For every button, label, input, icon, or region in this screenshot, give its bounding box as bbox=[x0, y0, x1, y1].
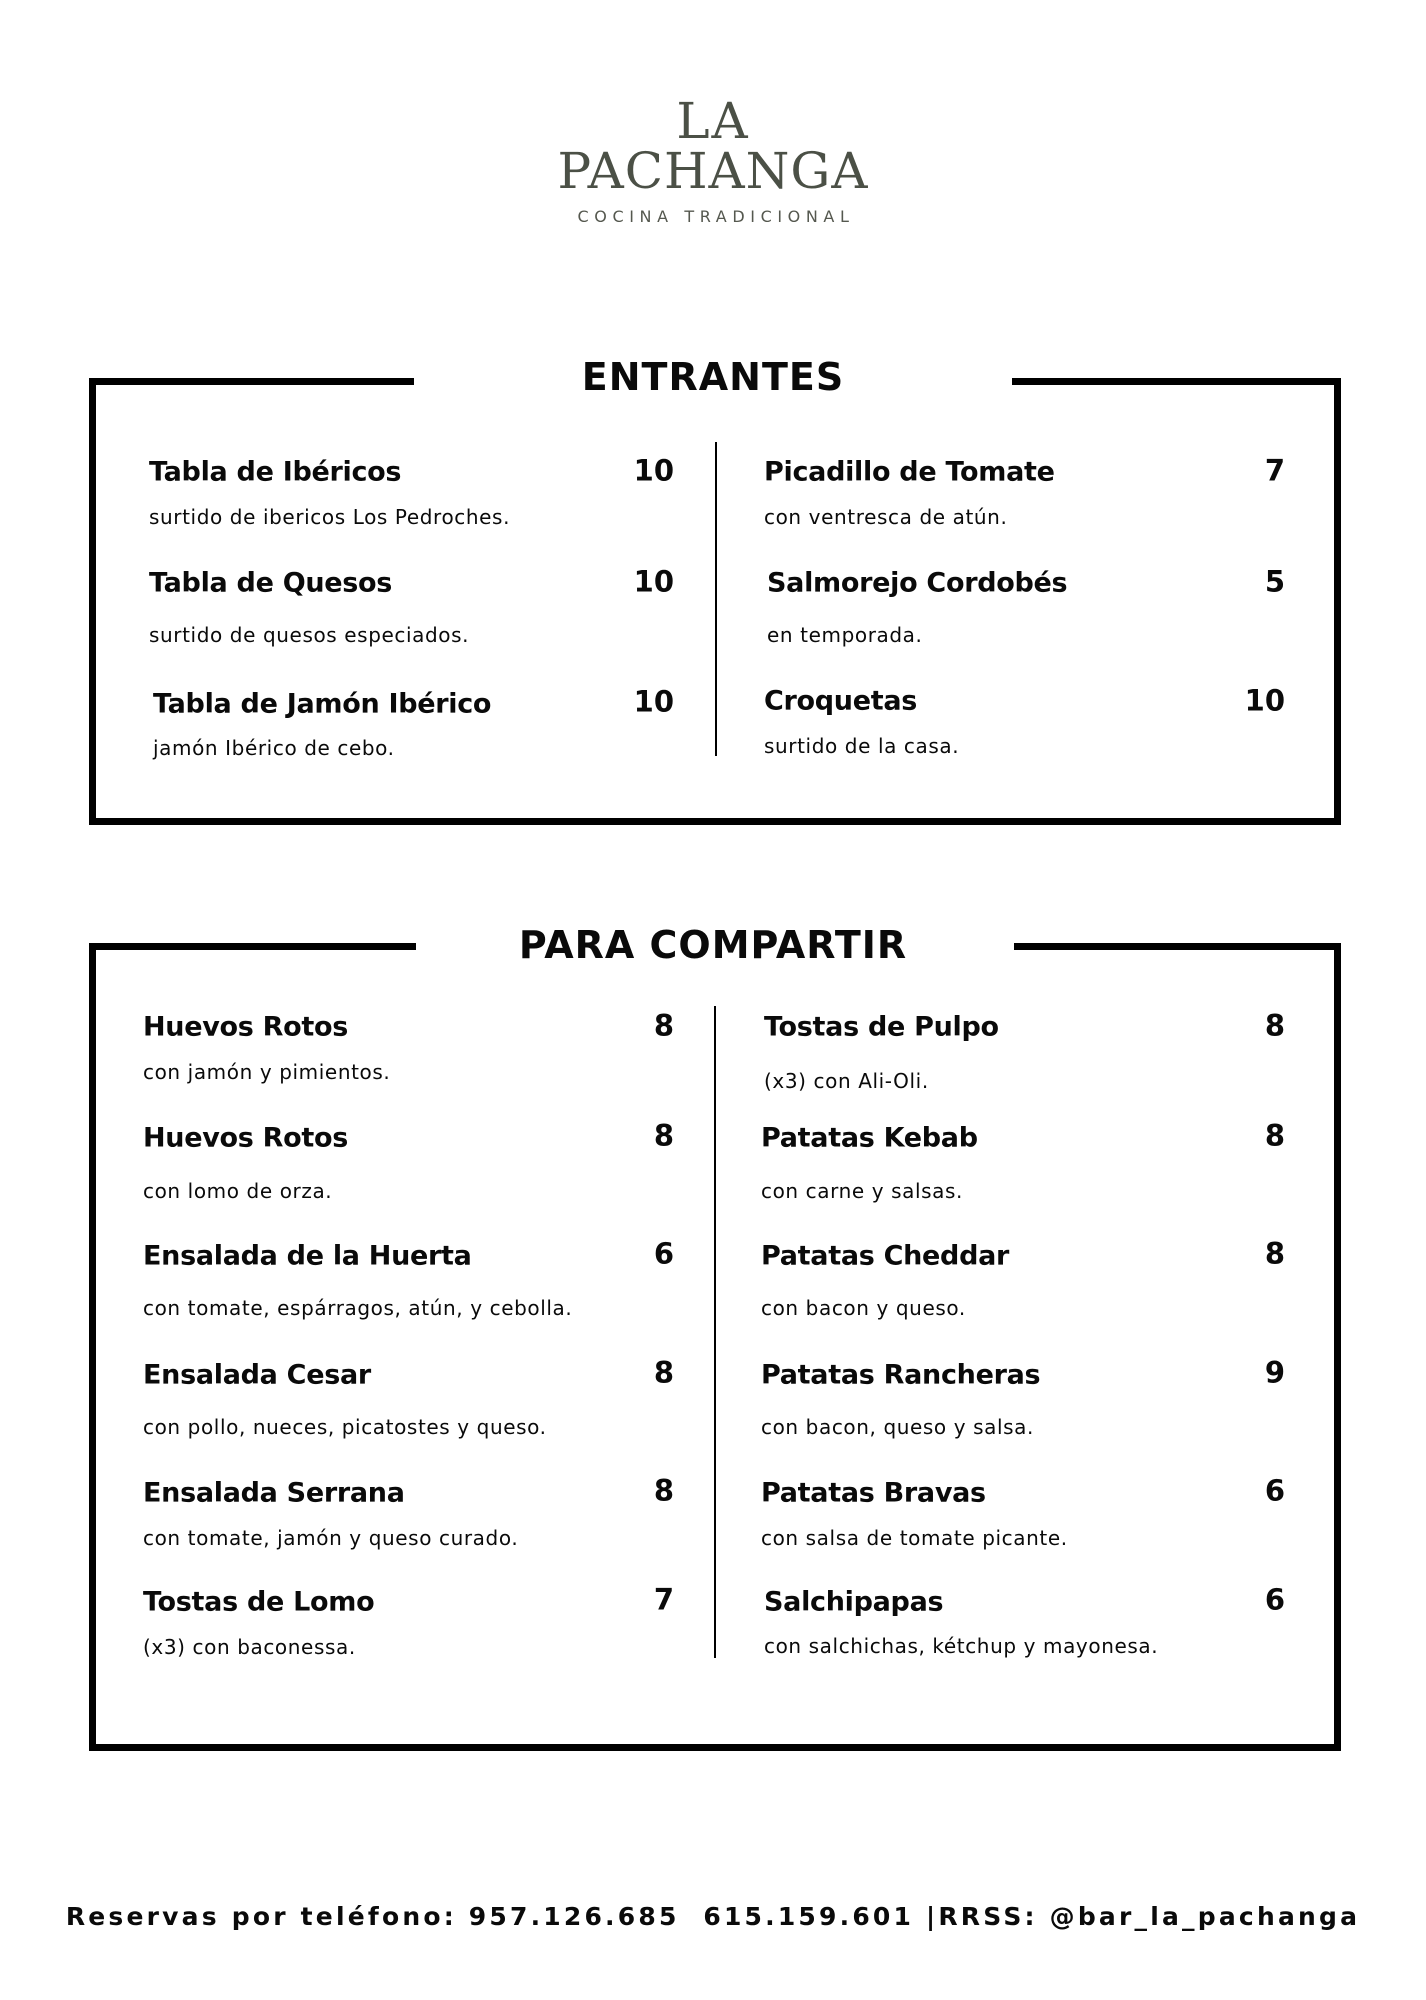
menu-item-name: Tabla de Quesos bbox=[149, 567, 393, 599]
menu-item-name: Patatas Cheddar bbox=[761, 1240, 1010, 1272]
menu-item-name: Picadillo de Tomate bbox=[764, 456, 1055, 488]
menu-item-name: Ensalada de la Huerta bbox=[143, 1240, 472, 1272]
menu-item-name: Salmorejo Cordobés bbox=[767, 567, 1068, 599]
column-divider bbox=[714, 1006, 716, 1658]
menu-item-price: 8 bbox=[1264, 1236, 1285, 1271]
menu-item-description: con jamón y pimientos. bbox=[143, 1060, 391, 1084]
menu-item-name: Tabla de Jamón Ibérico bbox=[153, 688, 492, 720]
menu-item-name: Salchipapas bbox=[764, 1586, 944, 1618]
menu-item-price: 10 bbox=[1244, 683, 1285, 718]
menu-item-description: con salsa de tomate picante. bbox=[761, 1526, 1068, 1550]
menu-item-description: con tomate, espárragos, atún, y cebolla. bbox=[143, 1296, 573, 1320]
section-title: ENTRANTES bbox=[581, 355, 845, 399]
menu-item-price: 5 bbox=[1264, 564, 1285, 599]
menu-item-description: con bacon y queso. bbox=[761, 1296, 966, 1320]
menu-item-name: Ensalada Cesar bbox=[143, 1359, 371, 1391]
menu-item-price: 10 bbox=[633, 453, 674, 488]
menu-item-description: en temporada. bbox=[767, 623, 923, 647]
menu-item-name: Tabla de Ibéricos bbox=[149, 456, 402, 488]
menu-item-description: con bacon, queso y salsa. bbox=[761, 1415, 1034, 1439]
menu-item-price: 8 bbox=[653, 1473, 674, 1508]
menu-item-name: Tostas de Lomo bbox=[143, 1586, 375, 1618]
menu-item-name: Patatas Rancheras bbox=[761, 1359, 1041, 1391]
menu-item-name: Ensalada Serrana bbox=[143, 1477, 405, 1509]
section-title: PARA COMPARTIR bbox=[518, 923, 908, 967]
menu-item-price: 8 bbox=[653, 1008, 674, 1043]
logo-tagline: COCINA TRADICIONAL bbox=[577, 207, 855, 226]
logo-line-pachanga: PACHANGA bbox=[557, 142, 869, 200]
menu-item-price: 10 bbox=[633, 684, 674, 719]
menu-item-description: con carne y salsas. bbox=[761, 1179, 964, 1203]
menu-item-price: 6 bbox=[1264, 1582, 1285, 1617]
menu-item-name: Huevos Rotos bbox=[143, 1011, 349, 1043]
menu-item-price: 8 bbox=[653, 1355, 674, 1390]
menu-item-price: 7 bbox=[653, 1582, 674, 1617]
menu-item-description: con lomo de orza. bbox=[143, 1179, 333, 1203]
menu-item-price: 8 bbox=[1264, 1118, 1285, 1153]
menu-item-description: (x3) con Ali-Oli. bbox=[764, 1069, 929, 1093]
menu-item-price: 8 bbox=[653, 1118, 674, 1153]
menu-item-description: con salchichas, kétchup y mayonesa. bbox=[764, 1634, 1159, 1658]
menu-item-description: jamón Ibérico de cebo. bbox=[153, 736, 395, 760]
menu-item-name: Patatas Bravas bbox=[761, 1477, 986, 1509]
menu-item-description: con pollo, nueces, picatostes y queso. bbox=[143, 1415, 547, 1439]
menu-item-description: con tomate, jamón y queso curado. bbox=[143, 1526, 519, 1550]
menu-item-name: Tostas de Pulpo bbox=[764, 1011, 999, 1043]
menu-item-price: 7 bbox=[1264, 453, 1285, 488]
menu-item-price: 8 bbox=[1264, 1008, 1285, 1043]
menu-item-name: Patatas Kebab bbox=[761, 1122, 978, 1154]
menu-item-description: surtido de quesos especiados. bbox=[149, 623, 470, 647]
menu-item-description: surtido de la casa. bbox=[764, 734, 960, 758]
menu-item-description: con ventresca de atún. bbox=[764, 505, 1008, 529]
menu-item-price: 9 bbox=[1264, 1355, 1285, 1390]
menu-item-description: (x3) con baconessa. bbox=[143, 1635, 356, 1659]
footer-contact: Reservas por teléfono: 957.126.685 615.159.601 |RRSS: @bar_la_pachanga bbox=[65, 1902, 1361, 1931]
column-divider bbox=[715, 442, 717, 756]
menu-item-price: 6 bbox=[1264, 1473, 1285, 1508]
menu-item-name: Huevos Rotos bbox=[143, 1122, 349, 1154]
menu-item-price: 6 bbox=[653, 1236, 674, 1271]
logo-line-la: LA bbox=[676, 92, 750, 150]
menu-item-name: Croquetas bbox=[764, 685, 918, 717]
menu-item-price: 10 bbox=[633, 564, 674, 599]
menu-item-description: surtido de ibericos Los Pedroches. bbox=[149, 505, 511, 529]
